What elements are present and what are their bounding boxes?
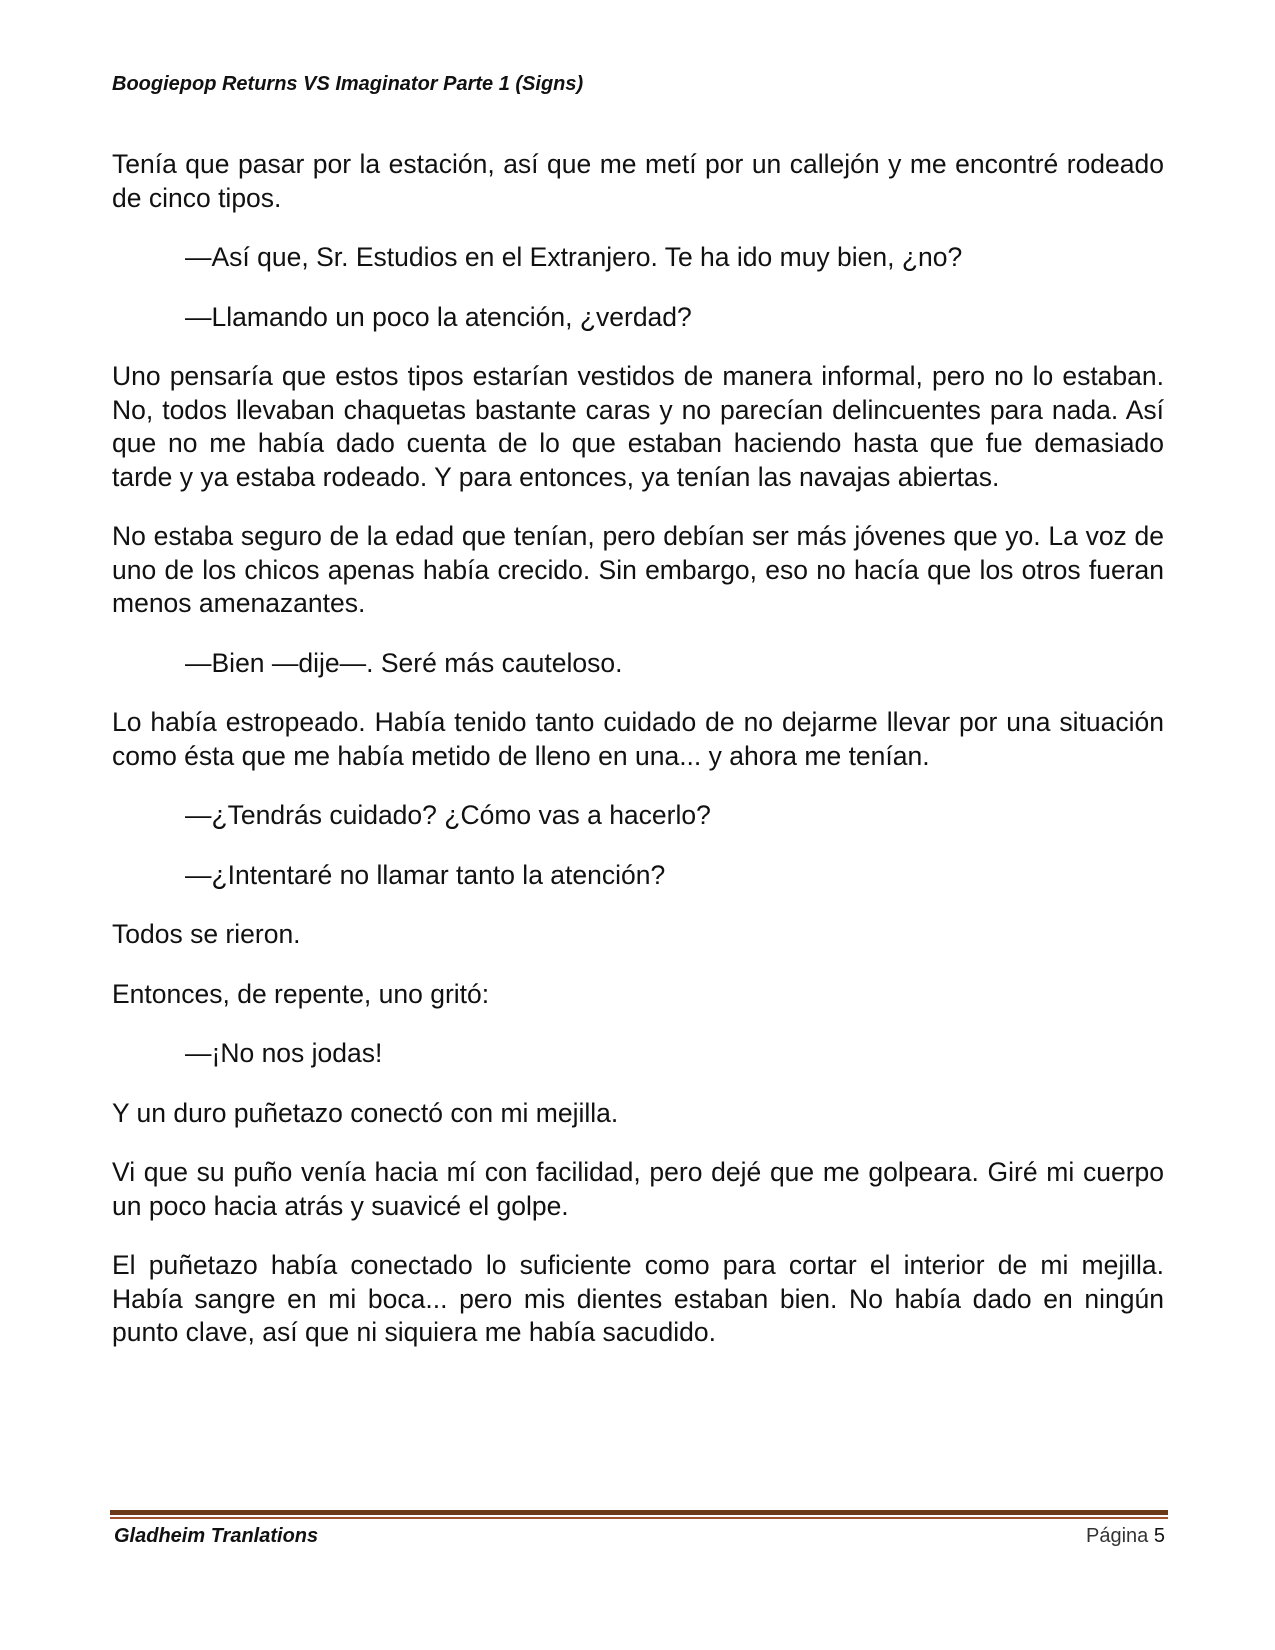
paragraph: Uno pensaría que estos tipos estarían vestidos de manera informal, pero no lo estaban. No, todos llevaban chaquetas bastante caras y no parecían delincuentes para nada. Así que no me había dado cuenta de lo que estaban haciendo hasta que fue demasiado tarde y ya estaba rodeado. Y para entonces, ya tenían las navajas abiertas. [112, 361, 1164, 492]
dialogue-line: —¡No nos jodas! [185, 1038, 383, 1068]
page-number: 5 [1153, 1525, 1165, 1547]
paragraph: El puñetazo había conectado lo suficiente como para cortar el interior de mi mejilla. Había sangre en mi boca... pero mis dientes estaban bien. No había dado en ningún punto clave, así que ni siquiera me había sacudido. [112, 1250, 1164, 1347]
dialogue-line: —¿Intentaré no llamar tanto la atención? [185, 859, 666, 890]
page-header-title: Boogiepop Returns VS Imaginator Parte 1 (Signs) [112, 73, 584, 95]
paragraph: Lo había estropeado. Había tenido tanto cuidado de no dejarme llevar por una situación como ésta que me había metido de lleno en una... y ahora me tenían. [112, 707, 1164, 771]
dialogue-line: —¿Tendrás cuidado? ¿Cómo vas a hacerlo? [185, 800, 711, 830]
dialogue-line: —Así que, Sr. Estudios en el Extranjero. Te ha ido muy bien, ¿no? [185, 242, 963, 272]
footer-divider-thick-line [110, 1510, 1168, 1515]
paragraph: Todos se rieron. [112, 919, 301, 949]
dialogue-line: —Llamando un poco la atención, ¿verdad? [185, 301, 692, 332]
document-body [112, 148, 1164, 1376]
footer-publisher: Gladheim Tranlations [114, 1525, 319, 1547]
paragraph: Tenía que pasar por la estación, así que me metí por un callejón y me encontré rodeado de cinco tipos. [112, 149, 1164, 213]
footer-divider-thin-line [110, 1517, 1168, 1519]
paragraph: Entonces, de repente, uno gritó: [112, 978, 490, 1009]
paragraph: Vi que su puño venía hacia mí con facilidad, pero dejé que me golpeara. Giré mi cuerpo un poco hacia atrás y suavicé el golpe. [112, 1157, 1164, 1221]
footer-page-indicator [1086, 1525, 1165, 1548]
dialogue-line: —Bien —dije—. Seré más cauteloso. [185, 647, 623, 678]
page-label: Página [1086, 1525, 1149, 1547]
footer-divider [110, 1510, 1168, 1520]
paragraph: No estaba seguro de la edad que tenían, pero debían ser más jóvenes que yo. La voz de uno de los chicos apenas había crecido. Sin embargo, eso no hacía que los otros fueran menos amenazantes. [112, 521, 1164, 618]
paragraph: Y un duro puñetazo conectó con mi mejilla. [112, 1097, 619, 1128]
